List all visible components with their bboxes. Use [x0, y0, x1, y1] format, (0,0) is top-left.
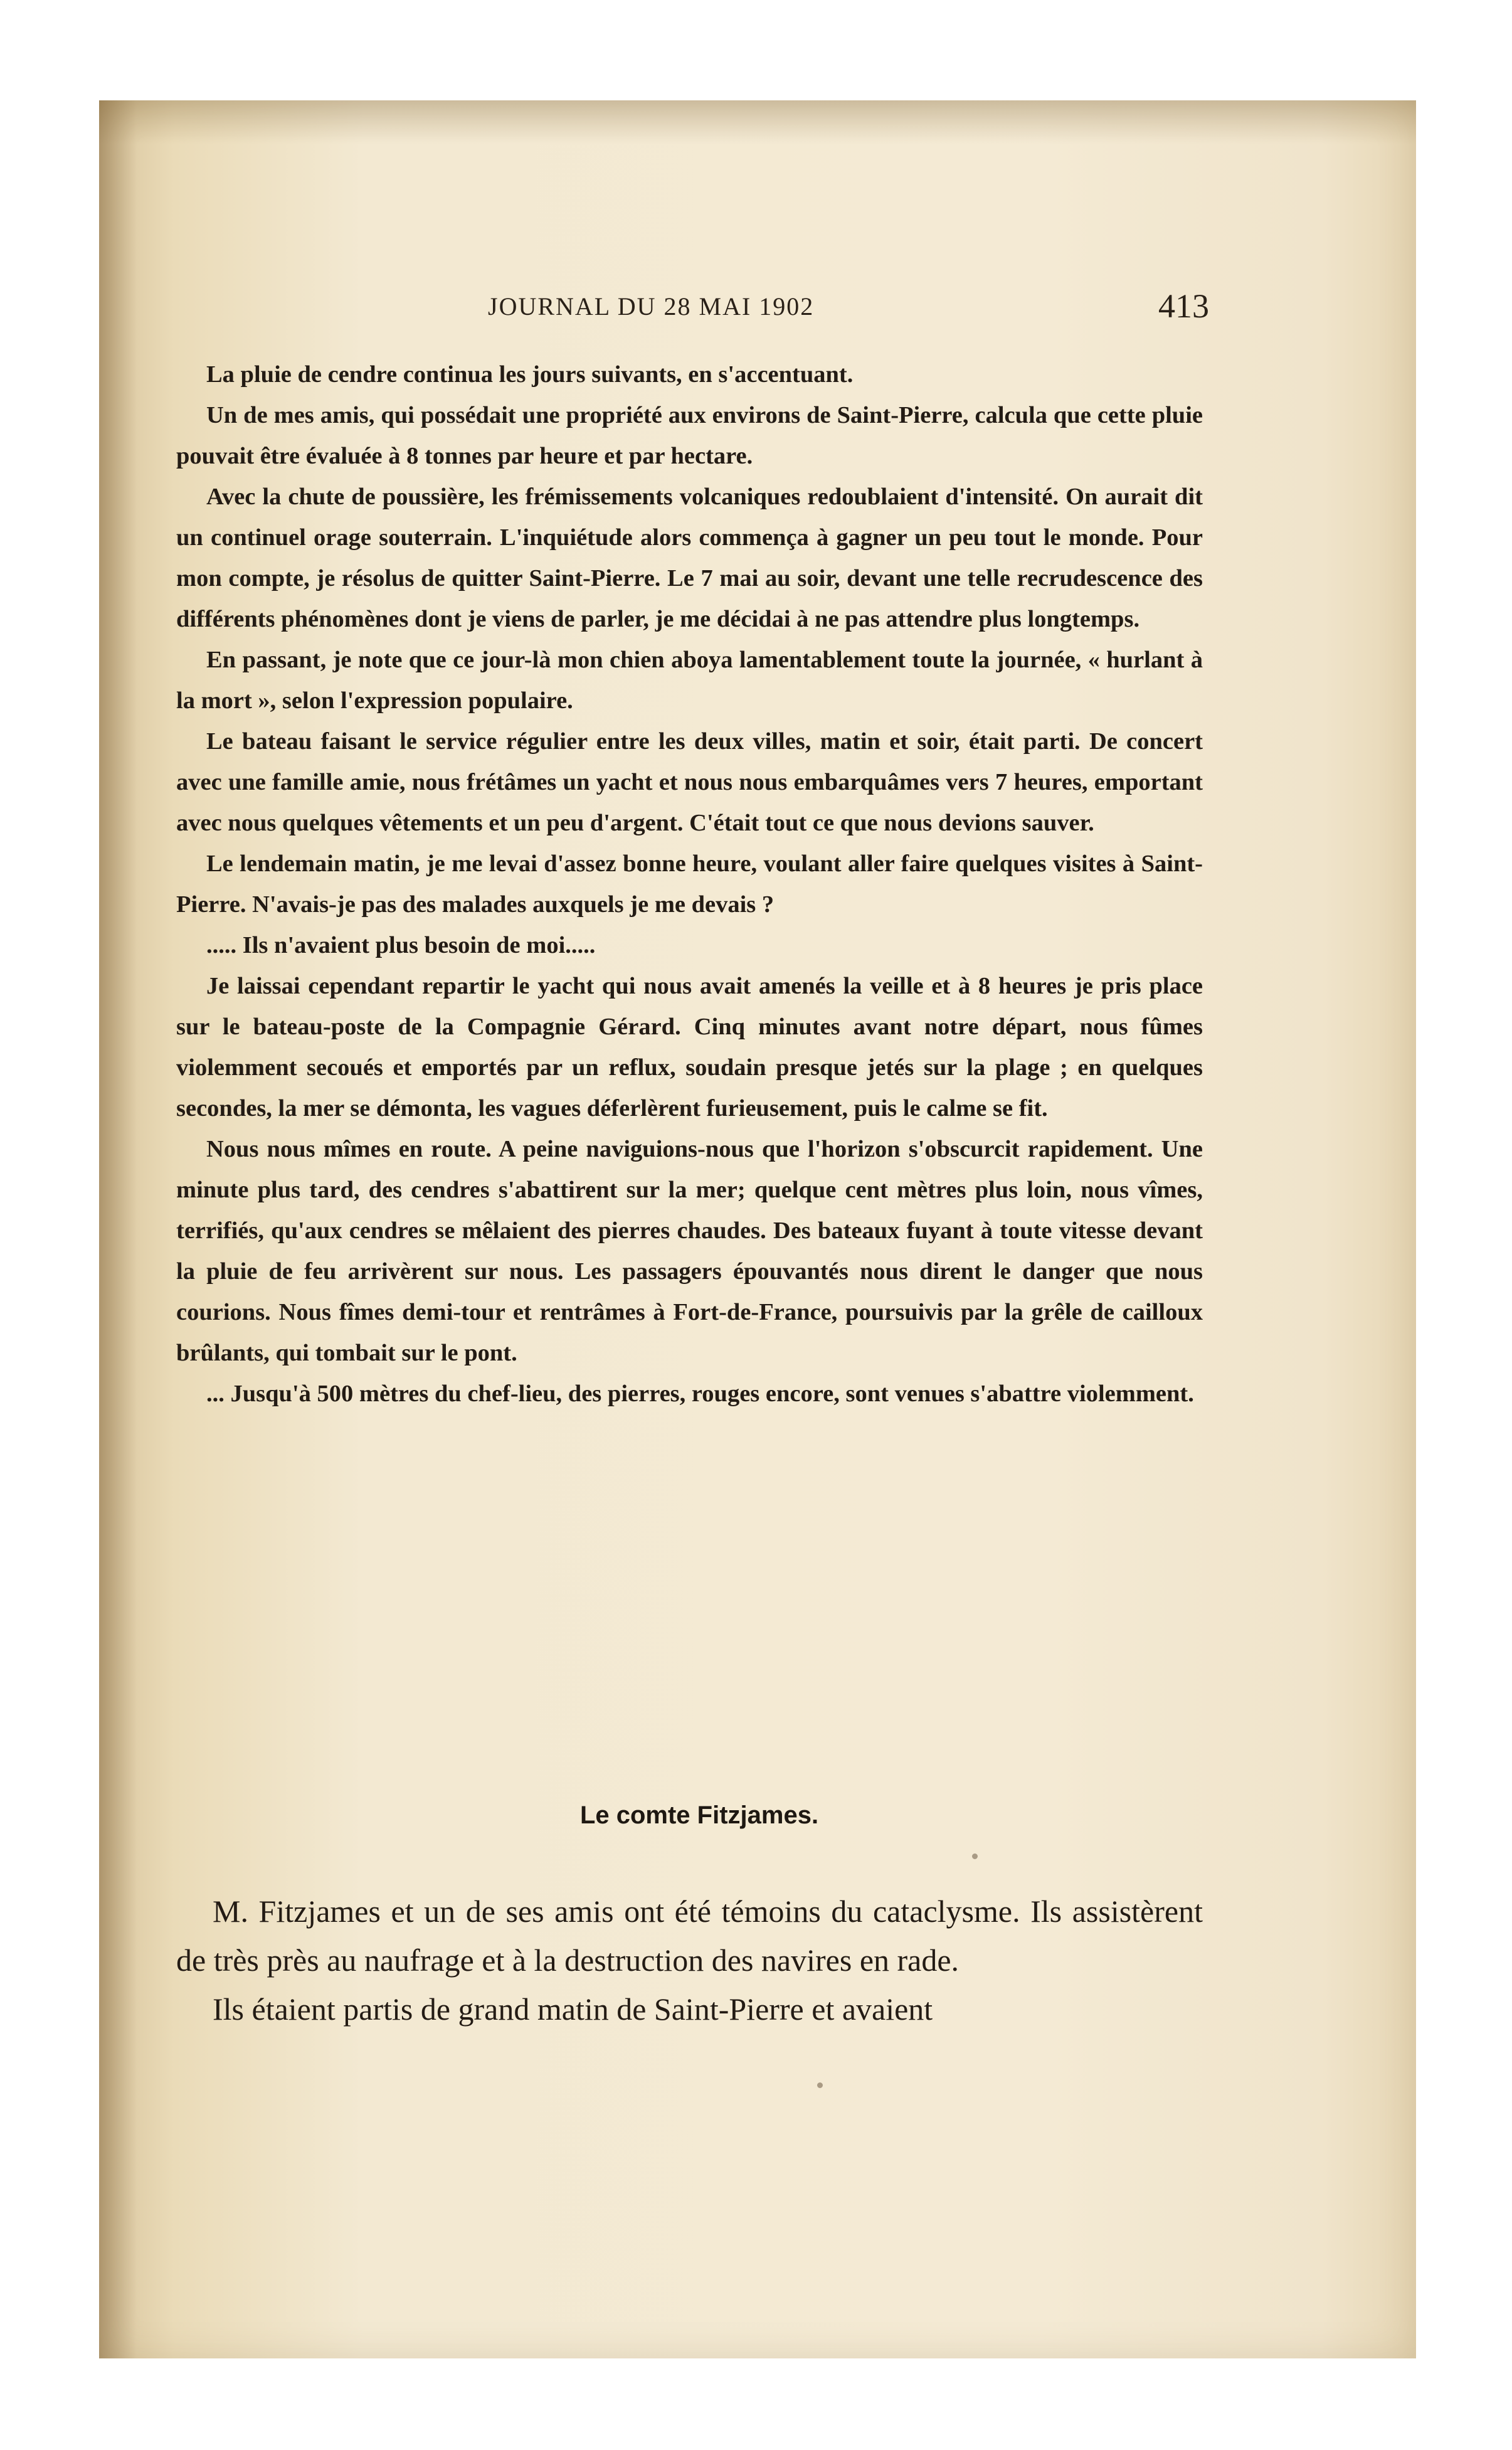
- paragraph: Le lendemain matin, je me levai d'assez bonne heure, voulant aller faire quelques visites à Saint-Pierre. N'avais-je pas des malades auxquels je me devais ?: [176, 851, 1203, 918]
- paragraph: Je laissai cependant repartir le yacht qui nous avait amenés la veille et à 8 heures je pris place sur le bateau-poste de la Compagnie Gérard. Cinq minutes avant notre départ, nous fûmes violemment secoués et emportés par un reflux, soudain presque jetés sur la plage ; en quelques secondes, la mer se démonta, les vagues déferlèrent furieusement, puis le calme se fit.: [176, 973, 1203, 1122]
- paragraph: En passant, je note que ce jour-là mon chien aboya lamentablement toute la journée, « hurlant à la mort », selon l'expression populaire.: [176, 647, 1203, 714]
- paragraph: ... Jusqu'à 500 mètres du chef-lieu, des pierres, rouges encore, sont venues s'abattre violemment.: [206, 1381, 1194, 1407]
- paragraph: Le bateau faisant le service régulier entre les deux villes, matin et soir, était parti. De concert avec une famille amie, nous frétâmes un yacht et nous nous embarquâmes vers 7 heures, emportant avec nous quelques vêtements et un peu d'argent. C'était tout ce que nous devions sauver.: [176, 728, 1203, 836]
- page-header: [99, 287, 1416, 342]
- paragraph: Ils étaient partis de grand matin de Saint-Pierre et avaient: [213, 1991, 933, 2027]
- paragraph: ..... Ils n'avaient plus besoin de moi.....: [206, 932, 596, 958]
- section-text: [176, 1887, 1203, 2034]
- ink-speck: [972, 1853, 978, 1859]
- page-number: 413: [1158, 287, 1209, 325]
- section-title: [99, 1801, 1416, 1830]
- body-text: [176, 354, 1203, 1414]
- scanned-page: [99, 100, 1416, 2358]
- paragraph: Avec la chute de poussière, les frémissements volcaniques redoublaient d'intensité. On aurait dit un continuel orage souterrain. L'inquiétude alors commença à gagner un peu tout le monde. Pour mon compte, je résolus de quitter Saint-Pierre. Le 7 mai au soir, devant une telle recrudescence des différents phénomènes dont je viens de parler, je me décidai à ne pas attendre plus longtemps.: [176, 484, 1203, 632]
- paragraph: Un de mes amis, qui possédait une propriété aux environs de Saint-Pierre, calcula que cette pluie pouvait être évaluée à 8 tonnes par heure et par hectare.: [176, 402, 1203, 469]
- running-title: JOURNAL DU 28 MAI 1902: [488, 292, 815, 321]
- section-title-text: Le comte Fitzjames.: [579, 1801, 819, 1829]
- paragraph: M. Fitzjames et un de ses amis ont été témoins du cataclysme. Ils assistèrent de très près au naufrage et à la destruction des navires en rade.: [176, 1894, 1203, 1978]
- ink-speck: [817, 2082, 823, 2088]
- paragraph: Nous nous mîmes en route. A peine naviguions-nous que l'horizon s'obscurcit rapidement. Une minute plus tard, des cendres s'abattirent sur la mer; quelque cent mètres plus loin, nous vîmes, terrifiés, qu'aux cendres se mêlaient des pierres chaudes. Des bateaux fuyant à toute vitesse devant la pluie de feu arrivèrent sur nous. Les passagers épouvantés nous dirent le danger que nous courions. Nous fîmes demi-tour et rentrâmes à Fort-de-France, poursuivis par la grêle de cailloux brûlants, qui tombait sur le pont.: [176, 1136, 1203, 1366]
- paragraph: La pluie de cendre continua les jours suivants, en s'accentuant.: [206, 361, 854, 388]
